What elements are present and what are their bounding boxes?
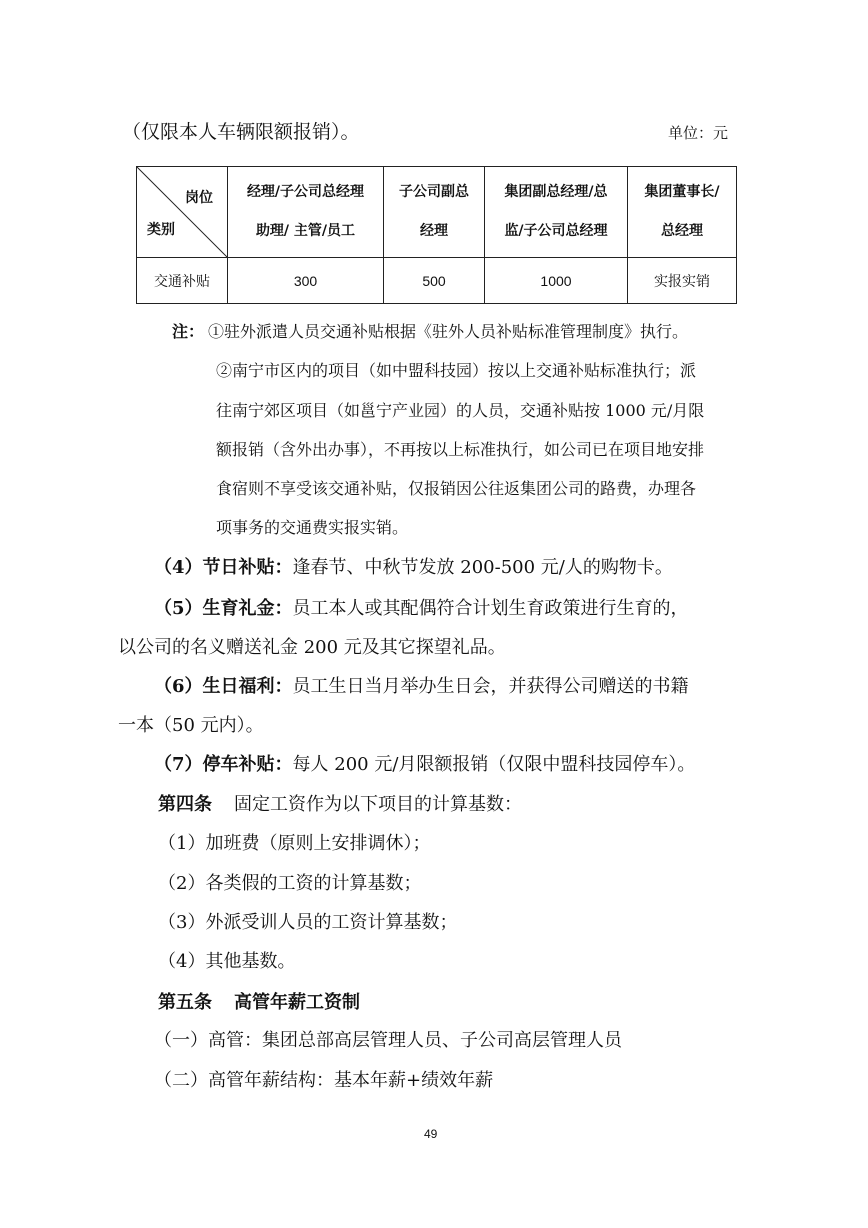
column-header-line: 总经理: [661, 223, 703, 239]
item-7-label: （7）停车补贴：: [154, 754, 293, 775]
item-4-label: （4）节日补贴：: [154, 557, 293, 578]
article-5-para-1: （一）高管：集团总部高层管理人员、子公司高层管理人员: [154, 1030, 622, 1051]
row-label-transport: 交通补贴: [137, 258, 228, 304]
column-header-line: 集团副总经理/总: [504, 184, 608, 200]
column-header-manager: [228, 167, 384, 258]
note-2-line: 额报销（含外出办事），不再按以上标准执行，如公司已在项目地安排: [216, 440, 705, 459]
column-header-subsidiary-deputy: [384, 167, 485, 258]
item-4-text: 逢春节、中秋节发放 200-500 元/人的购物卡。: [292, 557, 673, 578]
article-4-text: 固定工资作为以下项目的计算基数：: [234, 794, 522, 815]
item-7-text: 每人 200 元/月限额报销（仅限中盟科技园停车）。: [292, 754, 696, 775]
page-number: 49: [424, 1127, 438, 1141]
article-5-text: 高管年薪工资制: [234, 992, 360, 1013]
table-cell: 300: [228, 258, 384, 304]
intro-line: （仅限本人车辆限额报销）。: [122, 121, 360, 143]
unit-label: 单位：元: [668, 124, 729, 142]
diagonal-line: [137, 167, 227, 257]
list-item: （4）其他基数。: [158, 951, 296, 972]
note-2-line: 项事务的交通费实报实销。: [216, 518, 409, 537]
item-6: [154, 672, 689, 698]
article-4-heading: [158, 790, 522, 816]
list-item: （2）各类假的工资的计算基数；: [158, 873, 422, 894]
article-5-label: 第五条: [158, 992, 212, 1013]
header-category-label: 类别: [147, 222, 175, 238]
column-header-line: 助理/ 主管/员工: [255, 223, 356, 239]
article-4-label: 第四条: [158, 794, 212, 815]
article-5-para-2: （二）高管年薪结构：基本年薪+绩效年薪: [154, 1070, 494, 1091]
column-header-line: 监/子公司总经理: [504, 223, 608, 239]
item-5-text: 员工本人或其配偶符合计划生育政策进行生育的，: [292, 598, 689, 619]
item-6-continued: 一本（50 元内）。: [118, 715, 264, 736]
column-header-line: 经理/子公司总经理: [246, 184, 365, 200]
note-2-line: ②南宁市区内的项目（如中盟科技园）按以上交通补贴标准执行；派: [216, 361, 697, 380]
transport-subsidy-table: [136, 166, 737, 304]
item-7: [154, 750, 695, 776]
diagonal-header-cell: [137, 167, 228, 258]
list-item: （3）外派受训人员的工资计算基数；: [158, 912, 458, 933]
note-1: ①驻外派遣人员交通补贴根据《驻外人员补贴标准管理制度》执行。: [208, 322, 689, 341]
table-cell: 500: [384, 258, 485, 304]
table-cell: 实报实销: [628, 258, 737, 304]
column-header-line: 经理: [420, 223, 448, 239]
note-2-line: 食宿则不享受该交通补贴，仅报销因公往返集团公司的路费，办理各: [216, 479, 697, 498]
column-header-line: 子公司副总: [399, 184, 469, 200]
column-header-group-deputy: [485, 167, 628, 258]
table-cell: 1000: [485, 258, 628, 304]
article-5-heading: [158, 988, 360, 1014]
header-position-label: 岗位: [185, 190, 213, 206]
note-label: 注：: [172, 322, 205, 341]
table-header-row: [137, 167, 737, 258]
column-header-line: 集团董事长/: [644, 184, 720, 200]
item-6-label: （6）生日福利：: [154, 676, 293, 697]
list-item: （1）加班费（原则上安排调休）；: [158, 833, 431, 854]
note-2-line: 往南宁郊区项目（如邕宁产业园）的人员，交通补贴按 1000 元/月限: [216, 401, 705, 420]
item-5-label: （5）生育礼金：: [154, 598, 293, 619]
item-5: [154, 594, 689, 620]
item-4: [154, 553, 673, 579]
item-5-continued: 以公司的名义赠送礼金 200 元及其它探望礼品。: [118, 637, 506, 658]
column-header-chairman: [628, 167, 737, 258]
item-6-text: 员工生日当月举办生日会，并获得公司赠送的书籍: [292, 676, 689, 697]
table-row: [137, 258, 737, 304]
